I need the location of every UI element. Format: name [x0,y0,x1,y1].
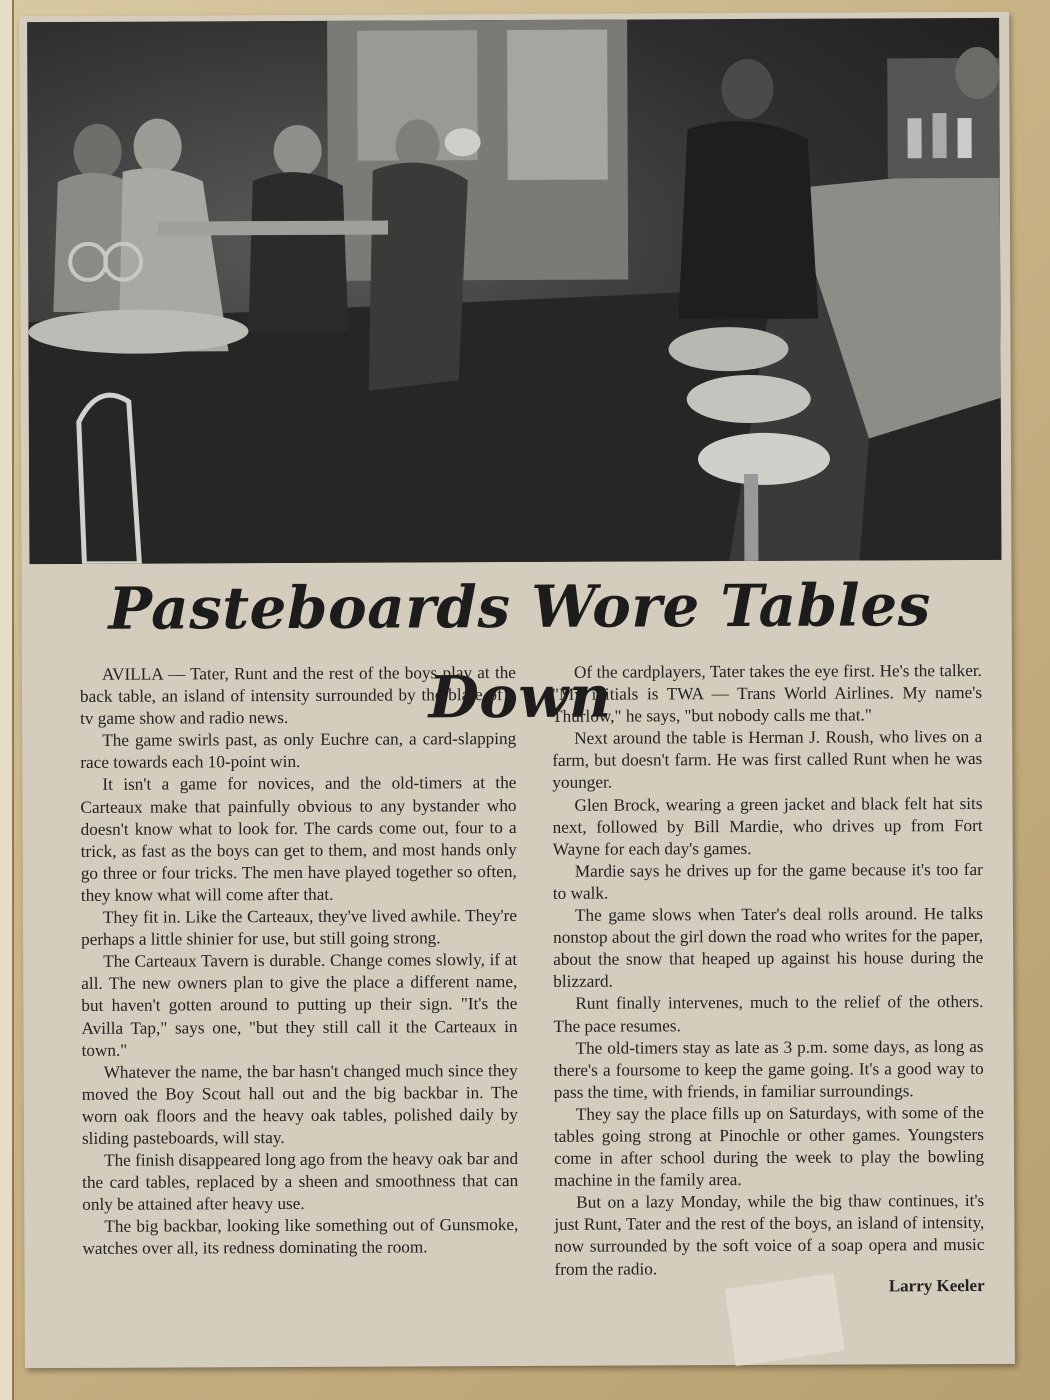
article-paragraph: Glen Brock, wearing a green jacket and black felt hat sits next, followed by Bill Mardie, who drives up from Fort Wayne for each day's games. [552,793,983,859]
article-paragraph: It isn't a game for novices, and the old-timers at the Carteaux make that painfully obvious to any bystander who doesn't know what to look for. The cards come out, four to a trick, as fast as the boys can get to them, and most hands only go three or four tricks. The men have played together so often, they know what will come after that. [80,773,517,905]
article-paragraph: They fit in. Like the Carteaux, they've lived awhile. They're perhaps a little shinier for use, but still going strong. [81,906,518,950]
article-paragraph: Mardie says he drives up for the game because it's too far to walk. [552,859,983,903]
article-byline: Larry Keeler [888,1275,985,1296]
article-headline: Pasteboards Wore Tables Down [108,571,931,732]
newspaper-clipping [19,12,1015,1368]
article-paragraph: The game slows when Tater's deal rolls around. He talks nonstop about the girl down the road who writes for the paper, about the snow that heaped up against his house during the blizzard. [553,904,984,992]
article-paragraph: Runt finally intervenes, much to the relief of the others. The pace resumes. [553,992,984,1036]
article-paragraph: Whatever the name, the bar hasn't changed much since they moved the Boy Scout hall out and the big backbar in. The worn oak floors and the heavy oak tables, polished daily by sliding pasteboards, will stay. [81,1060,518,1148]
article-paragraph: AVILLA — Tater, Runt and the rest of the boys play at the back table, an island of intensity surrounded by the blare of a tv game show and radio news. [79,663,517,729]
article-paragraph: The big backbar, looking like something out of Gunsmoke, watches over all, its redness dominating the room. [82,1215,519,1259]
article-paragraph: But on a lazy Monday, while the big thaw continues, it's just Runt, Tater and the rest of the boys, an island of intensity, now surrounded by the soft voice of a soap opera and music from the radio. [554,1191,985,1279]
article-column-left [80,662,519,1260]
article-paragraph: The Carteaux Tavern is durable. Change comes slowly, if at all. The new owners plan to give the place a different name, but haven't gotten around to putting up their sign. "It's the Avilla Tap," says one, "but they still call it the Carteaux in town." [81,950,518,1060]
tavern-photo [27,18,1001,564]
article-paragraph: The old-timers stay as late as 3 p.m. some days, as long as there's a foursome to keep the game going. It's a good way to pass the time, with friends, in familiar surroundings. [553,1036,984,1102]
tavern-photo-illustration [27,18,1001,564]
frame-mat-edge [0,0,14,1400]
tape-strip [725,1273,845,1366]
article-paragraph: Of the cardplayers, Tater takes the eye first. He's the talker. "My initials is TWA — Trans World Airlines. My name's Thurlow," he says, "but nobody calls me that." [551,660,983,727]
article-column-right [552,660,985,1280]
article-paragraph: Next around the table is Herman J. Roush, who lives on a farm, but doesn't farm. He was first called Runt when he was younger. [552,727,983,793]
article-paragraph: The game swirls past, as only Euchre can, a card-slapping race towards each 10-point win. [80,729,517,773]
article-paragraph: They say the place fills up on Saturdays, with some of the tables going strong at Pinochle or other games. Youngsters come in after school during the week to play the bowling machine in the family area. [553,1102,985,1190]
article-paragraph: The finish disappeared long ago from the heavy oak bar and the card tables, replaced by a sheen and smoothness that can only be attained after heavy use. [82,1149,519,1215]
